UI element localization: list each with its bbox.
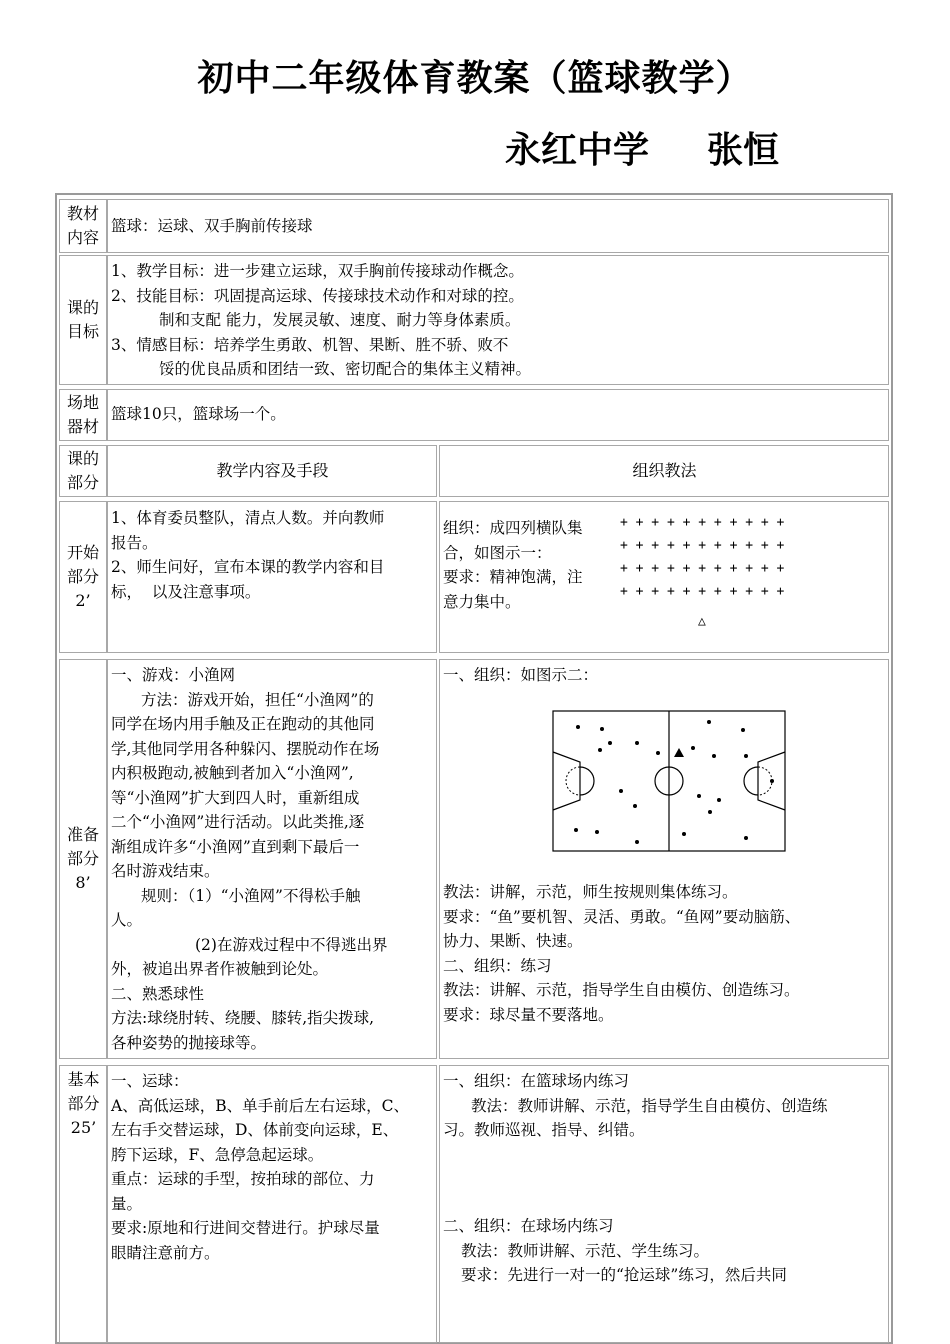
- prep-method-line: 教法：讲解、示范，指导学生自由模仿、创造练习。: [443, 981, 800, 999]
- court-diagram: [552, 710, 788, 854]
- formation-diagram: [618, 506, 808, 631]
- equipment-label: 场地器材: [66, 393, 99, 436]
- start-content-cell: [107, 501, 437, 653]
- prep-content-line: 二个“小渔网”进行活动。以此类推,逐: [111, 813, 365, 831]
- start-method-cell: [439, 501, 889, 653]
- content-header: 教学内容及手段: [216, 461, 329, 481]
- goals-label: 课的目标: [66, 298, 99, 341]
- main-label-cell: [59, 1065, 107, 1343]
- prep-content-line: 学,其他同学用各种躲闪、摆脱动作在场: [111, 739, 380, 758]
- prep-content-cell: [107, 659, 437, 1059]
- author-line: [505, 122, 779, 173]
- material-label-cell: [59, 199, 107, 253]
- prep-method-line: 要求：球尽量不要落地。: [443, 1005, 614, 1024]
- main-content-line: A、高低运球，B、单手前后左右运球，C、: [111, 1096, 409, 1115]
- main-method-line: 教法：教师讲解、示范，指导学生自由模仿、创造练: [471, 1096, 828, 1115]
- goals-label-cell: [59, 255, 107, 385]
- prep-content-line: 渐组成许多“小渔网”直到剩下最后一: [111, 837, 360, 856]
- prep-content-line: 内积极跑动,被触到者加入“小渔网”,: [111, 764, 354, 782]
- method-header-cell: [439, 445, 889, 497]
- teacher-name: 张恒: [707, 130, 780, 171]
- start-label-cell: [59, 501, 107, 653]
- prep-content-line: 规则：（1）“小渔网”不得松手触: [141, 886, 361, 905]
- start-method-line: 要求：精神饱满，注: [443, 568, 583, 586]
- content-header-cell: [107, 445, 437, 497]
- start-method-line: 合，如图示一：: [443, 543, 552, 562]
- main-content-cell: [107, 1065, 437, 1343]
- formation-row: + + + + + + + + + + +: [620, 584, 785, 599]
- prep-content-line: (2)在游戏过程中不得逃出界: [195, 935, 388, 954]
- lesson-plan-table: [55, 193, 893, 1344]
- prep-method-line: 协力、果断、快速。: [443, 932, 583, 950]
- equipment-text: 篮球10只，篮球场一个。: [111, 405, 286, 423]
- page-title: 初中二年级体育教案（篮球教学）: [197, 58, 753, 99]
- start-content-line: 报告。: [111, 533, 158, 552]
- prep-label-cell: [59, 659, 107, 1059]
- start-label: 开始部分2’: [66, 543, 99, 610]
- prep-content-line: 等“小渔网”扩大到四人时，重新组成: [111, 788, 360, 807]
- main-method-line: 习。教师巡视、指导、纠错。: [443, 1121, 645, 1139]
- main-method-cell: [439, 1065, 889, 1343]
- material-label: 教材内容: [66, 204, 99, 247]
- school-name: 永红中学: [505, 130, 650, 171]
- prep-content-line: 方法:球绕肘转、绕腰、膝转,指尖拨球,: [111, 1009, 375, 1027]
- main-content-line: 左右手交替运球，D、体前变向运球，E、: [111, 1121, 399, 1139]
- goal-line: 制和支配 能力，发展灵敏、速度、耐力等身体素质。: [159, 311, 521, 329]
- prep-method-line: 教法：讲解，示范，师生按规则集体练习。: [443, 883, 738, 901]
- prep-content-line: 各种姿势的抛接球等。: [111, 1033, 267, 1052]
- teacher-triangle-icon: △: [698, 614, 706, 629]
- goal-line: 馁的优良品质和团结一致、密切配合的集体主义精神。: [159, 360, 532, 378]
- start-method-line: 意力集中。: [443, 592, 521, 611]
- prep-content-line: 外，被追出界者作被触到论处。: [111, 960, 329, 978]
- main-label: 基本部分25’: [67, 1070, 100, 1137]
- prep-content-line: 人。: [111, 911, 143, 929]
- goal-line: 1、教学目标：进一步建立运球，双手胸前传接球动作概念。: [111, 262, 524, 280]
- goals-cell: [107, 255, 889, 385]
- formation-row: + + + + + + + + + + +: [620, 515, 785, 530]
- part-header-label: 课的部分: [66, 449, 99, 492]
- goal-line: 3、情感目标：培养学生勇敢、机智、果断、胜不骄、败不: [111, 335, 509, 354]
- prep-method-line: 二、组织：练习: [443, 956, 552, 975]
- start-content-line: 2、师生问好，宣布本课的教学内容和目: [111, 558, 385, 576]
- equipment-label-cell: [59, 389, 107, 441]
- main-content-line: 重点：运球的手型，按拍球的部位、力: [111, 1170, 375, 1188]
- prep-content-line: 同学在场内用手触及正在跑动的其他同: [111, 715, 375, 733]
- prep-content-line: 二、熟悉球性: [111, 984, 205, 1003]
- main-method-line: 教法：教师讲解、示范、学生练习。: [461, 1241, 710, 1260]
- equipment-cell: [107, 389, 889, 441]
- prep-content-line: 名时游戏结束。: [111, 862, 220, 880]
- main-method-line: 二、组织：在球场内练习: [443, 1217, 614, 1235]
- formation-row: + + + + + + + + + + +: [620, 538, 785, 553]
- main-content-line: 要求:原地和行进间交替进行。护球尽量: [111, 1219, 380, 1237]
- prep-label: 准备部分8’: [66, 825, 99, 892]
- prep-content-line: 一、游戏：小渔网: [111, 666, 236, 684]
- start-method-line: 组织：成四列横队集: [443, 519, 583, 537]
- start-content-line: 标， 以及注意事项。: [111, 582, 261, 601]
- prep-content-line: 方法：游戏开始，担任“小渔网”的: [141, 690, 374, 709]
- main-content-line: 量。: [111, 1194, 143, 1213]
- part-header-cell: [59, 445, 107, 497]
- main-method-line: 要求：先进行一对一的“抢运球”练习，然后共同: [461, 1266, 787, 1284]
- main-method-line: 一、组织：在篮球场内练习: [443, 1072, 630, 1090]
- prep-method-cell: [439, 659, 889, 1059]
- material-text: 篮球：运球、双手胸前传接球: [111, 217, 313, 235]
- prep-method-line: 一、组织：如图示二：: [443, 666, 599, 684]
- prep-method-line: 要求：“鱼”要机智、灵活、勇敢。“鱼网”要动脑筋、: [443, 907, 801, 926]
- material-cell: [107, 199, 889, 253]
- formation-row: + + + + + + + + + + +: [620, 561, 785, 576]
- method-header: 组织教法: [632, 461, 697, 481]
- start-content-line: 1、体育委员整队，清点人数。并向教师: [111, 509, 385, 527]
- goal-line: 2、技能目标：巩固提高运球、传接球技术动作和对球的控。: [111, 286, 524, 305]
- main-content-line: 胯下运球，F、急停急起运球。: [111, 1145, 324, 1164]
- main-content-line: 一、运球：: [111, 1072, 189, 1090]
- main-content-line: 眼睛注意前方。: [111, 1243, 220, 1262]
